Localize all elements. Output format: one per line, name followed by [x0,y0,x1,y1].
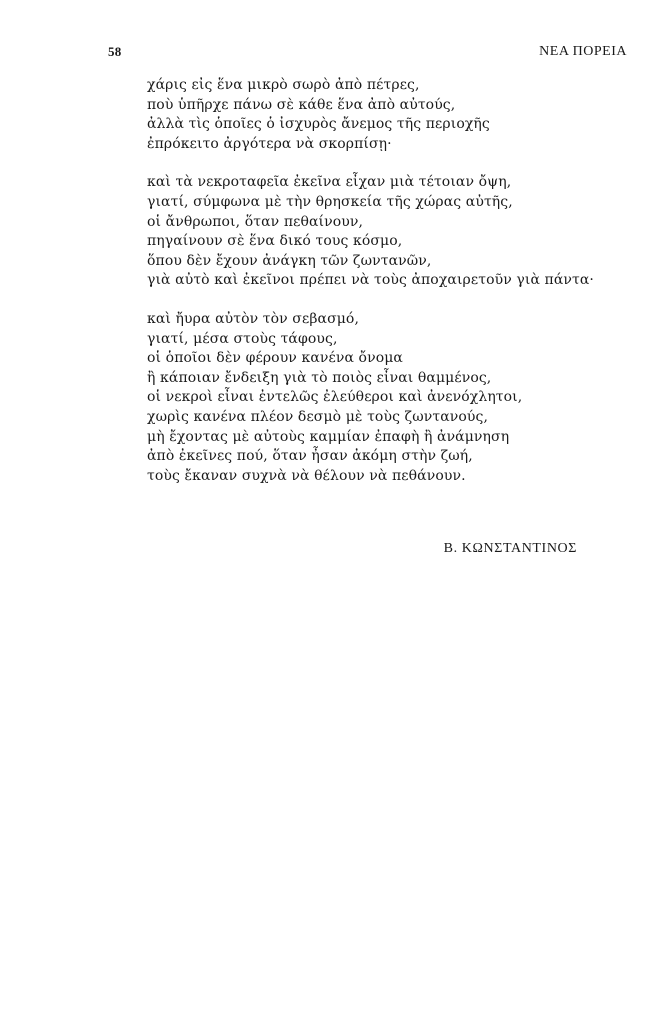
stanza-2 [147,173,647,291]
poem-line: καὶ ἤυρα αὐτὸν τὸν σεβασμό, [147,310,360,327]
page-header [108,44,627,64]
page-number: 58 [108,44,122,59]
poem-line: ἐπρόκειτο ἀργότερα νὰ σκορπίσῃ· [147,135,392,152]
poem-line: τοὺς ἔκαναν συχνὰ νὰ θέλουν νὰ πεθάνουν. [147,467,466,484]
poem-line: καὶ τὰ νεκροταφεῖα ἐκεῖνα εἶχαν μιὰ τέτοιαν ὄψη, [147,174,512,191]
author-signature: Β. ΚΩΝΣΤΑΝΤΙΝΟΣ [443,541,577,556]
poem-line: ὅπου δὲν ἔχουν ἀνάγκη τῶν ζωντανῶν, [147,252,432,269]
running-title: ΝΕΑ ΠΟΡΕΙΑ [539,44,627,59]
poem-line: οἱ νεκροὶ εἶναι ἐντελῶς ἐλεύθεροι καὶ ἀνενόχλητοι, [147,389,523,406]
poem-line: χωρὶς κανένα πλέον δεσμὸ μὲ τοὺς ζωντανούς, [147,408,489,425]
poem-line: οἱ ἄνθρωποι, ὅταν πεθαίνουν, [147,213,364,230]
poem-line: μὴ ἔχοντας μὲ αὐτοὺς καμμίαν ἐπαφὴ ἢ ἀνάμνηση [147,428,510,445]
poem-line: ἀλλὰ τὶς ὁποῖες ὁ ἰσχυρὸς ἄνεμος τῆς περιοχῆς [147,116,490,133]
poem-line: ἢ κάποιαν ἔνδειξη γιὰ τὸ ποιὸς εἶναι θαμμένος, [147,369,492,386]
stanza-1 [147,76,647,154]
poem-line: πηγαίνουν σὲ ἕνα δικό τους κόσμο, [147,233,403,250]
poem-line: γιατί, μέσα στοὺς τάφους, [147,330,338,347]
poem-line: γιατί, σύμφωνα μὲ τὴν θρησκεία τῆς χώρας αὐτῆς, [147,193,513,210]
poem-line: γιὰ αὐτὸ καὶ ἐκεῖνοι πρέπει νὰ τοὺς ἀποχαιρετοῦν γιὰ πάντα· [147,272,594,289]
poem-line: χάρις εἰς ἕνα μικρὸ σωρὸ ἀπὸ πέτρες, [147,77,420,93]
poem-body [147,76,647,505]
poem-line: οἱ ὁποῖοι δὲν φέρουν κανένα ὄνομα [147,350,403,367]
poem-line: ποὺ ὑπῆρχε πάνω σὲ κάθε ἕνα ἀπὸ αὐτούς, [147,96,456,113]
stanza-3 [147,310,647,486]
poem-line: ἀπὸ ἐκεῖνες πού, ὅταν ἦσαν ἀκόμη στὴν ζωή, [147,448,473,465]
